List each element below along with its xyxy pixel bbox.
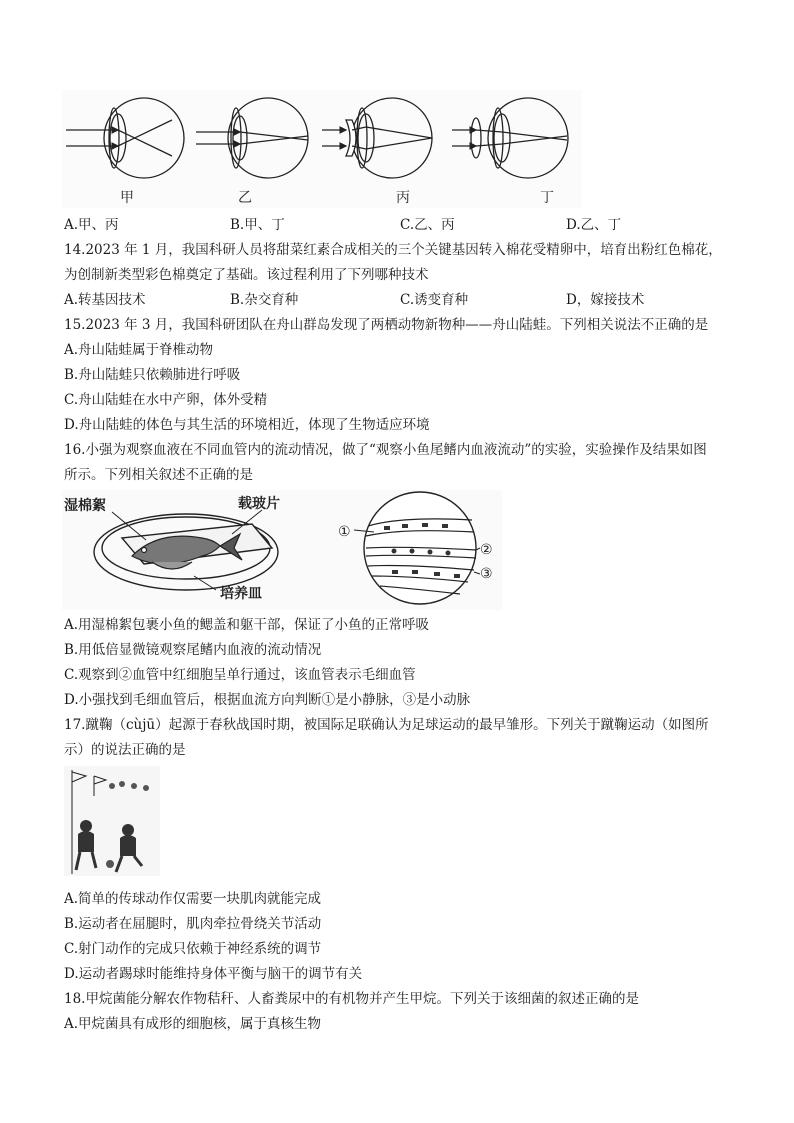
q17-option-c[interactable]: C.射门动作的完成只依赖于神经系统的调节: [64, 941, 322, 957]
q16-option-b[interactable]: B.用低倍显微镜观察尾鳍内血液的流动情况: [64, 642, 322, 658]
q15-option-a[interactable]: A.舟山陆蛙属于脊椎动物: [64, 342, 214, 358]
label-petri-dish: 培养皿: [220, 586, 262, 602]
q14-stem-line1: 14.2023 年 1 月，我国科研人员将甜菜红素合成相关的三个关键基因转入棉花受精卵中，培育出粉红色棉花，: [64, 242, 722, 258]
q18-option-a[interactable]: A.甲烷菌具有成形的细胞核，属于真核生物: [64, 1016, 322, 1032]
q16-option-a[interactable]: A.用湿棉絮包裹小鱼的鳃盖和躯干部，保证了小鱼的正常呼吸: [64, 617, 430, 633]
eye-diagram-figure: [62, 90, 582, 208]
q17-option-a[interactable]: A.简单的传球动作仅需要一块肌肉就能完成: [64, 891, 322, 907]
label-vessel-1: ①: [338, 524, 351, 540]
q16-stem-line2: 所示。下列相关叙述不正确的是: [64, 467, 253, 483]
q16-option-c[interactable]: C.观察到②血管中红细胞呈单行通过，该血管表示毛细血管: [64, 667, 416, 683]
q14-option-c[interactable]: C.诱变育种: [400, 292, 469, 308]
label-vessel-2: ②: [480, 542, 493, 558]
q15-option-b[interactable]: B.舟山陆蛙只依赖肺进行呼吸: [64, 367, 241, 383]
q15-stem: 15.2023 年 3 月，我国科研团队在舟山群岛发现了两栖动物新物种——舟山陆蛙。下列相关说法不正确的是: [64, 317, 709, 333]
q14-option-a[interactable]: A.转基因技术: [64, 292, 146, 308]
label-vessel-3: ③: [480, 566, 493, 582]
q13-option-c[interactable]: C.乙、丙: [400, 217, 455, 233]
q14-stem-line2: 为创制新类型彩色棉奠定了基础。该过程利用了下列哪种技术: [64, 267, 429, 283]
fish-tail-experiment-figure: [62, 490, 502, 610]
eye-label-bing: 丙: [396, 190, 410, 206]
eye-label-jia: 甲: [120, 190, 134, 206]
q16-stem-line1: 16.小强为观察血液在不同血管内的流动情况，做了“观察小鱼尾鳍内血液流动”的实验，实验操作及结果如图: [64, 442, 707, 458]
cuju-illustration: [64, 766, 160, 876]
q17-option-b[interactable]: B.运动者在屈腿时，肌肉牵拉骨绕关节活动: [64, 916, 322, 932]
q13-option-a[interactable]: A.甲、丙: [64, 217, 119, 233]
label-wet-cotton: 湿棉絮: [64, 498, 106, 514]
eye-label-ding: 丁: [540, 190, 554, 206]
eye-label-yi: 乙: [238, 190, 252, 206]
label-slide: 载玻片: [238, 496, 280, 512]
q13-option-b[interactable]: B.甲、丁: [230, 217, 285, 233]
q15-option-d[interactable]: D.舟山陆蛙的体色与其生活的环境相近，体现了生物适应环境: [64, 417, 430, 433]
q17-option-d[interactable]: D.运动者踢球时能维持身体平衡与脑干的调节有关: [64, 966, 363, 982]
q13-options: [64, 216, 744, 234]
q17-stem-line2: 示）的说法正确的是: [64, 742, 186, 758]
q17-stem-line1: 17.蹴鞠（cùjū）起源于春秋战国时期，被国际足联确认为足球运动的最早雏形。下列关于蹴鞠运动（如图所: [64, 717, 709, 733]
q14-option-b[interactable]: B.杂交育种: [230, 292, 299, 308]
q15-option-c[interactable]: C.舟山陆蛙在水中产卵，体外受精: [64, 392, 268, 408]
q14-options: [64, 291, 744, 309]
q14-option-d[interactable]: D，嫁接技术: [566, 292, 645, 308]
q18-stem: 18.甲烷菌能分解农作物秸秆、人畜粪尿中的有机物并产生甲烷。下列关于该细菌的叙述正确的是: [64, 991, 639, 1007]
q13-option-d[interactable]: D.乙、丁: [566, 217, 622, 233]
q16-option-d[interactable]: D.小强找到毛细血管后，根据血流方向判断①是小静脉，③是小动脉: [64, 692, 471, 708]
